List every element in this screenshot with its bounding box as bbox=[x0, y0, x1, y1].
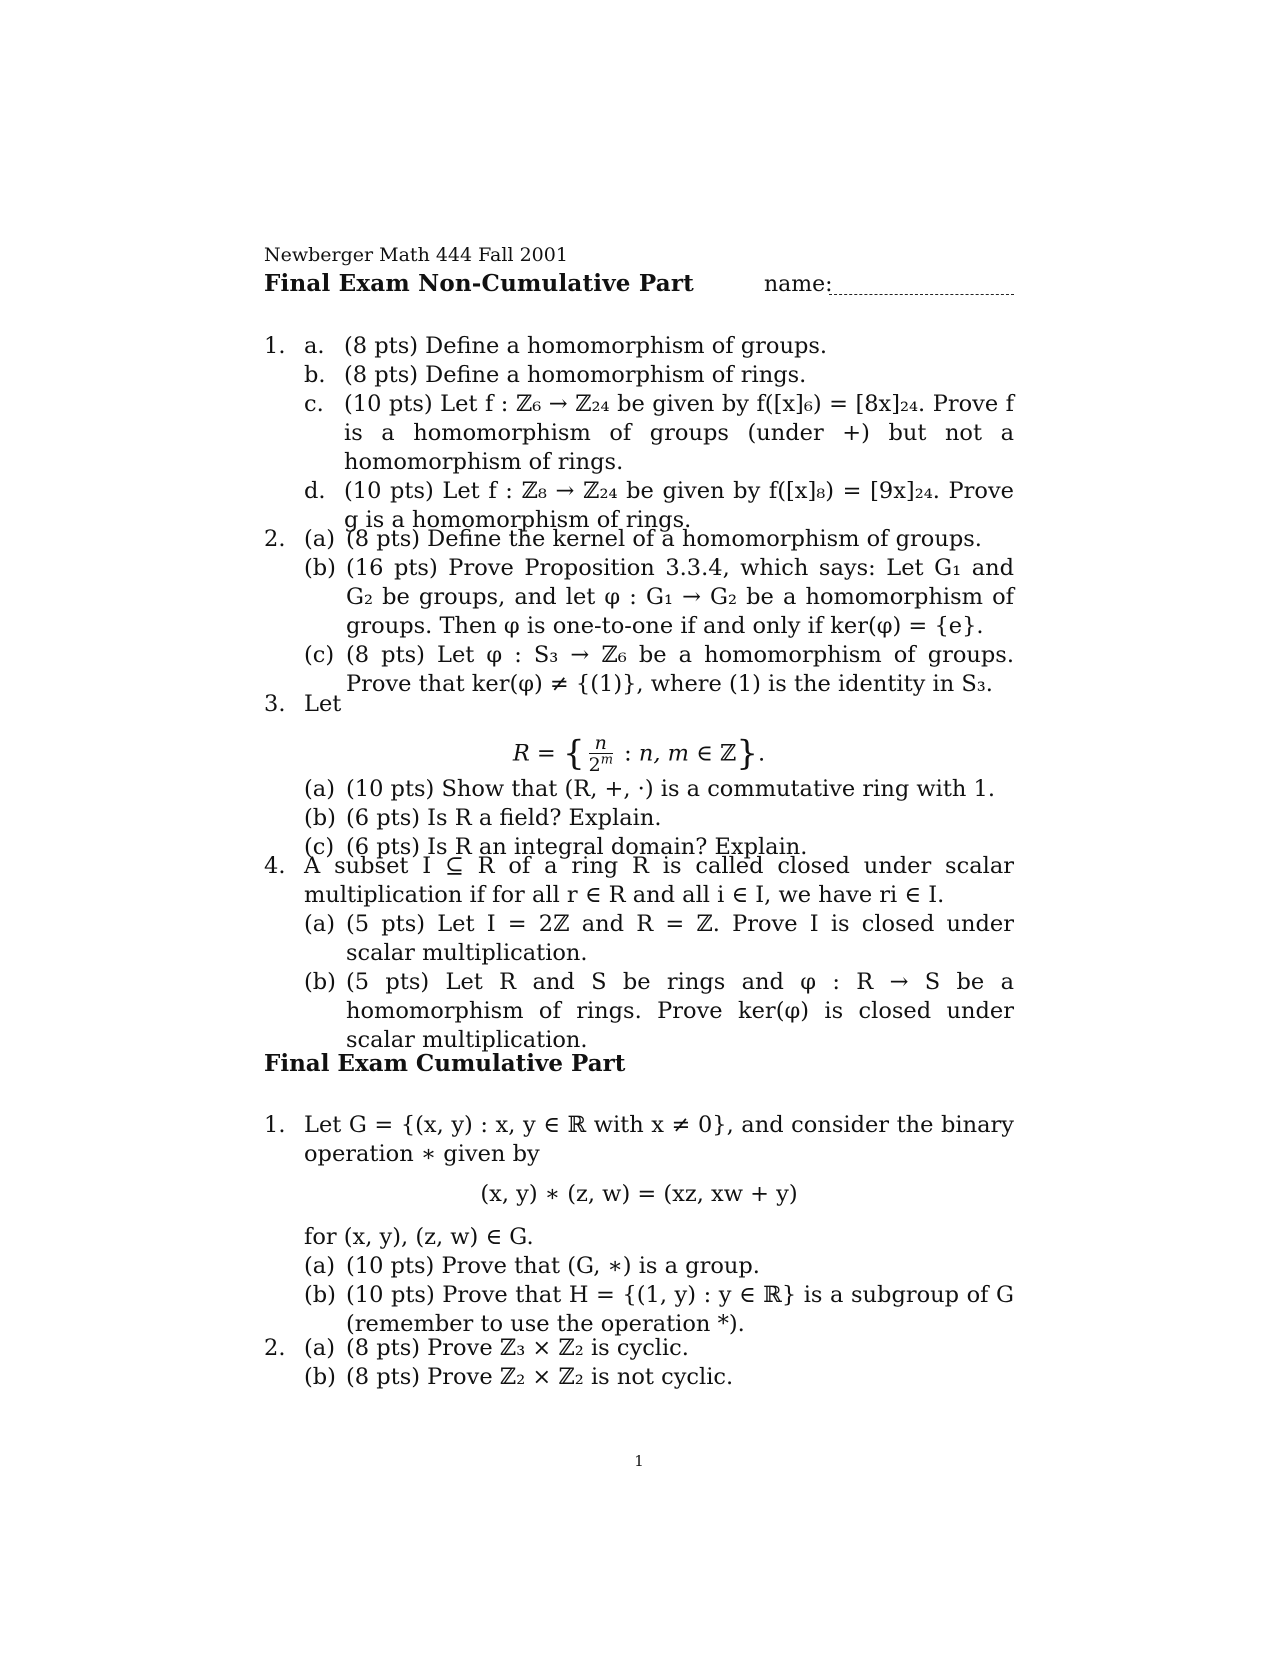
p2-q1-b-row bbox=[264, 1281, 1014, 1339]
p2-q1-intro: Let G = {(x, y) : x, y ∈ ℝ with x ≠ 0}, and consider the binary operation ∗ given by bbox=[304, 1112, 1014, 1167]
operation-definition: (x, y) ∗ (z, w) = (xz, xw + y) bbox=[480, 1181, 798, 1207]
p2-q1-b-text: (10 pts) Prove that H = {(1, y) : y ∈ ℝ} is a subgroup of G (remember to use the operation *). bbox=[346, 1282, 1014, 1337]
part2-q1 bbox=[264, 1111, 1014, 1339]
q1-b-text: (8 pts) Define a homomorphism of rings. bbox=[344, 362, 807, 388]
part2-q2 bbox=[264, 1334, 1014, 1392]
part1-q2 bbox=[264, 525, 1014, 699]
q2-b-row bbox=[264, 554, 1014, 641]
sub-label: (b) bbox=[304, 969, 336, 995]
part1-q3 bbox=[264, 690, 1014, 862]
name-blank-line bbox=[829, 294, 1014, 295]
sub-label: c. bbox=[304, 391, 324, 417]
q4-intro: A subset I ⊆ R of a ring R is called closed under scalar multiplication if for all r ∈ R and all i ∈ I, we have ri ∈ I. bbox=[304, 853, 1014, 908]
title-row bbox=[264, 270, 1014, 304]
sub-label: (b) bbox=[304, 1282, 336, 1308]
cumulative-part-heading: Final Exam Cumulative Part bbox=[264, 1050, 626, 1077]
p2-q1-after-row bbox=[264, 1223, 1014, 1252]
sub-label: (a) bbox=[304, 1335, 335, 1361]
sub-label: (c) bbox=[304, 642, 335, 668]
q1-c-row bbox=[264, 390, 1014, 477]
sub-label: d. bbox=[304, 478, 326, 504]
course-header: Newberger Math 444 Fall 2001 bbox=[264, 244, 568, 266]
page-number: 1 bbox=[634, 1452, 644, 1470]
sub-label: (a) bbox=[304, 776, 335, 802]
p2-q1-a-row bbox=[264, 1252, 1014, 1281]
p2-q1-intro-row bbox=[264, 1111, 1014, 1169]
q1-b-row bbox=[264, 361, 1014, 390]
sub-label: (c) bbox=[304, 834, 335, 860]
q3-c-text: (6 pts) Is R an integral domain? Explain. bbox=[346, 834, 808, 860]
q4-a-text: (5 pts) Let I = 2ℤ and R = ℤ. Prove I is closed under scalar multiplication. bbox=[346, 911, 1014, 966]
q2-b-text: (16 pts) Prove Proposition 3.3.4, which says: Let G₁ and G₂ be groups, and let φ : G₁ → G₂ be a homomorphism of groups. Then φ is one-to-one if and only if ker(φ) = {e}. bbox=[346, 555, 1014, 639]
p2-q2-a-text: (8 pts) Prove ℤ₃ × ℤ₂ is cyclic. bbox=[346, 1335, 689, 1361]
q1-a-text: (8 pts) Define a homomorphism of groups. bbox=[344, 333, 828, 359]
question-number: 3. bbox=[264, 691, 286, 717]
q3-display-equation bbox=[264, 719, 1014, 775]
sub-label: (b) bbox=[304, 805, 336, 831]
q3-a-text: (10 pts) Show that (R, +, ·) is a commutative ring with 1. bbox=[346, 776, 995, 802]
q3-b-text: (6 pts) Is R a field? Explain. bbox=[346, 805, 662, 831]
sub-label: b. bbox=[304, 362, 326, 388]
p2-q2-a-row bbox=[264, 1334, 1014, 1363]
q3-a-row bbox=[264, 775, 1014, 804]
q2-a-text: (8 pts) Define the kernel of a homomorphism of groups. bbox=[346, 526, 982, 552]
exam-title: Final Exam Non-Cumulative Part bbox=[264, 270, 694, 297]
question-number: 2. bbox=[264, 1335, 286, 1361]
sub-label: (a) bbox=[304, 526, 335, 552]
question-number: 1. bbox=[264, 333, 286, 359]
q4-intro-row bbox=[264, 852, 1014, 910]
part1-q1 bbox=[264, 332, 1014, 535]
q1-a-row bbox=[264, 332, 1014, 361]
sub-label: a. bbox=[304, 333, 325, 359]
question-number: 1. bbox=[264, 1112, 286, 1138]
name-label: name: bbox=[764, 272, 833, 297]
q2-a-row bbox=[264, 525, 1014, 554]
q1-c-text: (10 pts) Let f : ℤ₆ → ℤ₂₄ be given by f([x]₆) = [8x]₂₄. Prove f is a homomorphism of groups (under +) but not a homomorphism of rings. bbox=[344, 391, 1014, 475]
p2-q1-a-text: (10 pts) Prove that (G, ∗) is a group. bbox=[346, 1253, 760, 1279]
q3-intro-row bbox=[264, 690, 1014, 719]
sub-label: (a) bbox=[304, 911, 335, 937]
q4-b-row bbox=[264, 968, 1014, 1055]
q3-intro: Let bbox=[304, 691, 342, 717]
q2-c-text: (8 pts) Let φ : S₃ → ℤ₆ be a homomorphism of groups. Prove that ker(φ) ≠ {(1)}, where (1) is the identity in S₃. bbox=[346, 642, 1014, 697]
sub-label: (a) bbox=[304, 1253, 335, 1279]
q4-a-row bbox=[264, 910, 1014, 968]
sub-label: (b) bbox=[304, 1364, 336, 1390]
q1-d-text: (10 pts) Let f : ℤ₈ → ℤ₂₄ be given by f([x]₈) = [9x]₂₄. Prove g is a homomorphism of rings. bbox=[344, 478, 1014, 533]
question-number: 4. bbox=[264, 853, 286, 879]
p2-q2-b-text: (8 pts) Prove ℤ₂ × ℤ₂ is not cyclic. bbox=[346, 1364, 734, 1390]
set-definition: R = { $\frac{n}{2^m}$ : n, m ∈ ℤ}. bbox=[512, 732, 766, 776]
part1-q4 bbox=[264, 852, 1014, 1055]
q3-b-row bbox=[264, 804, 1014, 833]
p2-q1-display-equation bbox=[264, 1169, 1014, 1223]
q4-b-text: (5 pts) Let R and S be rings and φ : R → S be a homomorphism of rings. Prove ker(φ) is closed under scalar multiplication. bbox=[346, 969, 1014, 1053]
p2-q2-b-row bbox=[264, 1363, 1014, 1392]
question-number: 2. bbox=[264, 526, 286, 552]
sub-label: (b) bbox=[304, 555, 336, 581]
p2-q1-after: for (x, y), (z, w) ∈ G. bbox=[304, 1224, 534, 1250]
